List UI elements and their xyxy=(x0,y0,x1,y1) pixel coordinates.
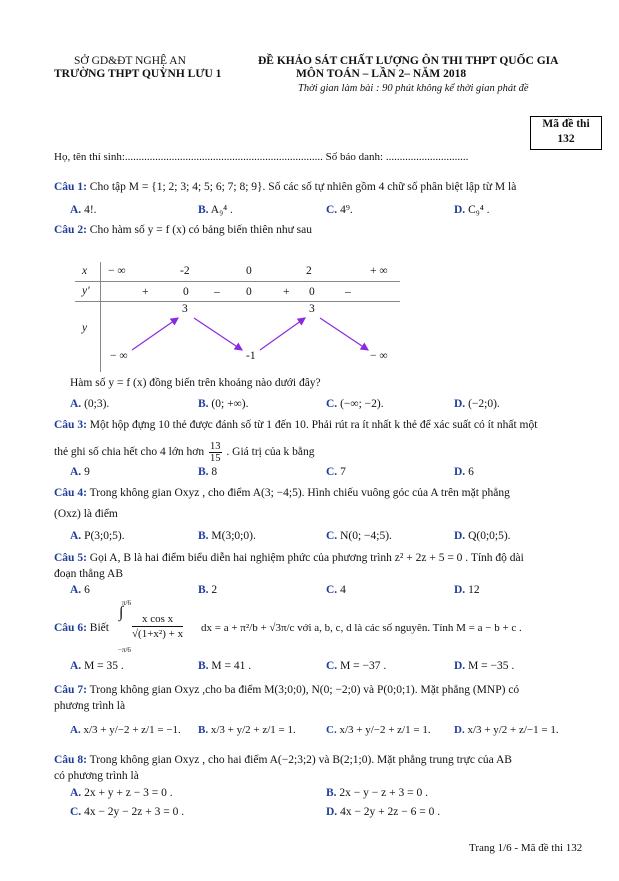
x-value: − ∞ xyxy=(108,265,126,277)
option-text: 12 xyxy=(468,584,480,596)
option-text: (0;3). xyxy=(84,398,110,410)
question-7-line2: phương trình là xyxy=(54,700,126,712)
option-text: Q(0;0;5). xyxy=(468,530,511,542)
q5-option-b: B. 2 xyxy=(198,584,218,596)
option-text: 8 xyxy=(211,466,218,478)
option-text: 4!. xyxy=(84,204,97,216)
option-text: x/3 + y/−2 + z/1 = −1. xyxy=(83,724,181,736)
question-label: Câu 1: xyxy=(54,181,87,193)
question-4-line2: (Oxz) là điểm xyxy=(54,508,118,520)
question-text: Trong không gian Oxyz ,cho ba điểm M(3;0;0), N(0; −2;0) và P(0;0;1). Mặt phẳng (MNP) có xyxy=(89,684,520,696)
yprime-sign: 0 xyxy=(183,286,189,298)
option-text: M = 35 . xyxy=(84,660,124,672)
x-label: x xyxy=(82,265,88,277)
q4-option-a: A. P(3;0;5). xyxy=(70,530,125,542)
q4-option-b: B. M(3;0;0). xyxy=(198,530,256,542)
exam-code-label: Mã đề thi xyxy=(542,118,590,130)
yprime-sign: – xyxy=(214,286,220,298)
q7-option-d: D. x/3 + y/2 + z/−1 = 1. xyxy=(454,724,559,736)
option-text: (0; +∞). xyxy=(211,398,249,410)
question-label: Câu 3: xyxy=(54,419,87,431)
q1-option-b: B. A₉⁴ . xyxy=(198,204,233,216)
question-label: Câu 5: xyxy=(54,552,87,564)
yprime-sign: 0 xyxy=(309,286,315,298)
option-text: (−2;0). xyxy=(468,398,500,410)
option-text: 9 xyxy=(84,466,90,478)
exam-title: ĐỀ KHẢO SÁT CHẤT LƯỢNG ÔN THI THPT QUỐC GIA xyxy=(258,55,559,67)
q4-option-c: C. N(0; −4;5). xyxy=(326,530,392,542)
q3-option-d: D. 6 xyxy=(454,466,474,478)
q5-option-a: A. 6 xyxy=(70,584,90,596)
option-text: M = 41 . xyxy=(211,660,252,672)
q2-option-c: C. (−∞; −2). xyxy=(326,398,384,410)
q6-option-c: C. M = −37 . xyxy=(326,660,387,672)
question-5-line2: đoạn thẳng AB xyxy=(54,568,123,580)
q3-option-c: C. 7 xyxy=(326,466,346,478)
y-min: − ∞ xyxy=(370,350,388,362)
question-text: Gọi A, B là hai điểm biểu diễn hai nghiệm phức của phương trình z² + 2z + 5 = 0 . Tính độ dài xyxy=(89,552,524,564)
q8-option-d: D. 4x − 2y + 2z − 6 = 0 . xyxy=(326,806,441,818)
integrand-numerator: x cos x xyxy=(132,612,183,627)
integral-lower-bound: −π/6 xyxy=(118,646,131,654)
question-8-line2: có phương trình là xyxy=(54,770,139,782)
exam-time: Thời gian làm bài : 90 phút không kể thời gian phát đề xyxy=(298,83,529,94)
y-max: 3 xyxy=(182,303,188,315)
integrand-fraction xyxy=(132,612,183,641)
fraction-numerator: 13 xyxy=(210,441,221,452)
yprime-sign: 0 xyxy=(246,286,252,298)
q7-option-c: C. x/3 + y/−2 + z/1 = 1. xyxy=(326,724,431,736)
y-min: − ∞ xyxy=(110,350,128,362)
question-text: Cho tập M = {1; 2; 3; 4; 5; 6; 7; 8; 9}. Số các số tự nhiên gồm 4 chữ số phân biệt lập từ M là xyxy=(89,181,517,193)
option-text: 6 xyxy=(84,584,90,596)
question-text: Trong không gian Oxyz , cho hai điểm A(−2;3;2) và B(2;1;0). Mặt phẳng trung trực của AB xyxy=(89,754,512,766)
option-text: A₉⁴ . xyxy=(210,204,233,216)
q1-option-a: A. 4!. xyxy=(70,204,97,216)
question-4 xyxy=(54,487,510,499)
x-value: 2 xyxy=(306,265,312,277)
fraction-denominator: 15 xyxy=(210,453,221,464)
option-text: 7 xyxy=(340,466,346,478)
school-name: TRƯỜNG THPT QUỲNH LƯU 1 xyxy=(54,68,222,80)
arrow-down xyxy=(320,318,368,350)
q8-option-c: C. 4x − 2y − 2z + 3 = 0 . xyxy=(70,806,185,818)
option-text: (−∞; −2). xyxy=(340,398,384,410)
exam-subject: MÔN TOÁN – LẦN 2– NĂM 2018 xyxy=(296,68,467,80)
q3-option-b: B. 8 xyxy=(198,466,218,478)
x-value: + ∞ xyxy=(370,265,388,277)
q5-option-c: C. 4 xyxy=(326,584,346,596)
integral-upper-bound: π/6 xyxy=(122,599,131,607)
option-text: M = −35 . xyxy=(468,660,515,672)
question-3-line2 xyxy=(54,441,315,464)
question-text: Trong không gian Oxyz , cho điểm A(3; −4;5). Hình chiếu vuông góc của A trên mặt phẳng xyxy=(89,487,510,499)
question-5 xyxy=(54,552,524,564)
q3-option-a: A. 9 xyxy=(70,466,90,478)
student-info-line: Họ, tên thí sinh:........................................................................ Số báo danh: .............................. xyxy=(54,151,469,163)
q8-option-b: B. 2x − y − z + 3 = 0 . xyxy=(326,787,428,799)
option-text: 2x + y + z − 3 = 0 . xyxy=(84,787,173,799)
x-value: -2 xyxy=(180,265,190,277)
question-text: Một hộp đựng 10 thẻ được đánh số từ 1 đến 10. Phải rút ra ít nhất k thẻ để xác suất có ít nhất một xyxy=(89,419,538,431)
q7-option-b: B. x/3 + y/2 + z/1 = 1. xyxy=(198,724,296,736)
option-text: M(3;0;0). xyxy=(211,530,256,542)
question-text: thẻ ghi số chia hết cho 4 lớn hơn xyxy=(54,446,205,459)
option-text: 6 xyxy=(468,466,474,478)
question-text: Cho hàm số y = f (x) có bảng biến thiên như sau xyxy=(89,224,313,236)
q6-option-b: B. M = 41 . xyxy=(198,660,252,672)
option-text: M = −37 . xyxy=(340,660,387,672)
q2-option-a: A. (0;3). xyxy=(70,398,110,410)
q6-rest: dx = a + π²/b + √3π/c với a, b, c, d là các số nguyên. Tính M = a − b + c . xyxy=(201,622,522,634)
x-value: 0 xyxy=(246,265,252,277)
question-label: Câu 7: xyxy=(54,684,87,696)
option-text: 4x − 2y + 2z − 6 = 0 . xyxy=(340,806,441,818)
q5-option-d: D. 12 xyxy=(454,584,480,596)
question-text: . Giá trị của k bằng xyxy=(226,446,315,459)
question-text: Biết xyxy=(89,622,109,634)
y-max: 3 xyxy=(309,303,315,315)
option-text: 4x − 2y − 2z + 3 = 0 . xyxy=(84,806,185,818)
fraction xyxy=(209,441,222,464)
school-dept: SỞ GD&ĐT NGHỆ AN xyxy=(74,55,186,67)
question-3 xyxy=(54,419,537,431)
q7-option-a: A. x/3 + y/−2 + z/1 = −1. xyxy=(70,724,181,736)
variation-arrows xyxy=(0,0,619,400)
y-label: y xyxy=(82,322,88,334)
q8-option-a: A. 2x + y + z − 3 = 0 . xyxy=(70,787,173,799)
integral-sign: ∫ xyxy=(119,604,124,621)
q1-option-c: C. 4⁹. xyxy=(326,204,353,216)
arrow-up xyxy=(132,318,178,350)
option-text: x/3 + y/−2 + z/1 = 1. xyxy=(339,724,431,736)
option-text: P(3;0;5). xyxy=(84,530,125,542)
yprime-sign: + xyxy=(283,286,290,298)
yprime-sign: + xyxy=(142,286,149,298)
arrow-down xyxy=(194,318,242,350)
yprime-label: y' xyxy=(82,285,90,297)
option-text: C₉⁴ . xyxy=(468,204,490,216)
option-text: 4⁹. xyxy=(340,204,353,216)
q2-option-d: D. (−2;0). xyxy=(454,398,500,410)
option-text: 4 xyxy=(340,584,346,596)
option-text: 2 xyxy=(211,584,218,596)
question-label: Câu 2: xyxy=(54,224,87,236)
question-label: Câu 6: xyxy=(54,622,87,634)
question-6 xyxy=(54,622,109,634)
integrand-denominator: √(1+x²) + x xyxy=(132,628,184,640)
option-text: x/3 + y/2 + z/−1 = 1. xyxy=(467,724,559,736)
option-text: x/3 + y/2 + z/1 = 1. xyxy=(210,724,296,736)
q1-option-d: D. C₉⁴ . xyxy=(454,204,490,216)
y-min: -1 xyxy=(246,350,256,362)
q6-option-d: D. M = −35 . xyxy=(454,660,515,672)
q2-option-b: B. (0; +∞). xyxy=(198,398,249,410)
page-footer: Trang 1/6 - Mã đề thi 132 xyxy=(469,842,583,854)
option-text: 2x − y − z + 3 = 0 . xyxy=(339,787,428,799)
question-label: Câu 8: xyxy=(54,754,87,766)
q4-option-d: D. Q(0;0;5). xyxy=(454,530,511,542)
question-7 xyxy=(54,684,519,696)
exam-code-value: 132 xyxy=(557,133,575,145)
question-label: Câu 4: xyxy=(54,487,87,499)
arrow-up xyxy=(260,318,305,350)
yprime-sign: – xyxy=(345,286,351,298)
q2-question: Hàm số y = f (x) đồng biến trên khoảng nào dưới đây? xyxy=(70,377,321,389)
option-text: N(0; −4;5). xyxy=(340,530,392,542)
question-8 xyxy=(54,754,512,766)
q6-option-a: A. M = 35 . xyxy=(70,660,124,672)
